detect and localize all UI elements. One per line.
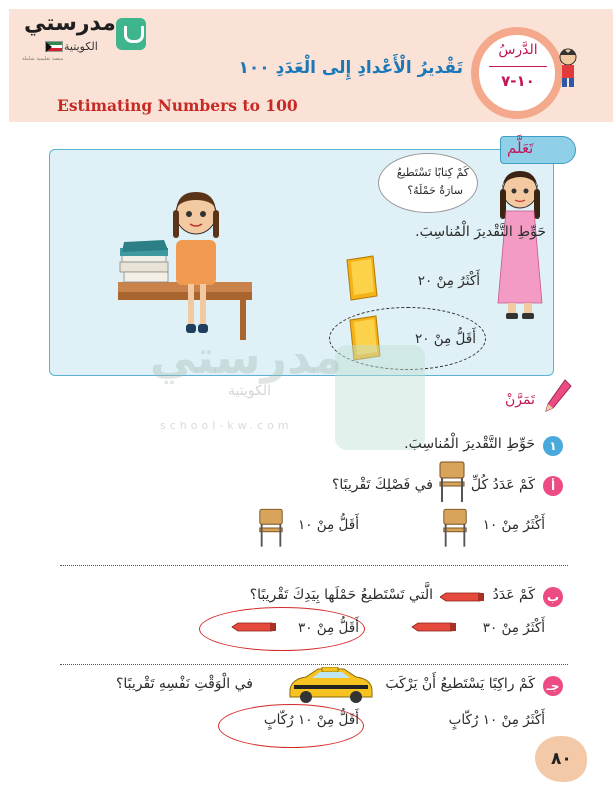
chair-icon bbox=[257, 505, 285, 551]
taxi-car-icon bbox=[284, 667, 376, 705]
part-b-more[interactable]: أَكْثَرُ مِنْ ٣٠ bbox=[482, 620, 545, 636]
speech-line-1: كَمْ كِتابًا تَسْتَطيعُ bbox=[396, 166, 469, 179]
speech-bubble bbox=[378, 153, 478, 213]
part-a-more[interactable]: أَكْثَرُ مِنْ ١٠ bbox=[482, 517, 545, 533]
book-icon bbox=[343, 254, 381, 302]
lesson-label: الدَّرسُ bbox=[498, 42, 538, 58]
pencil-icon bbox=[543, 378, 573, 414]
chair-icon bbox=[437, 460, 467, 504]
part-a-question-end: في فَصْلِكَ تَقْريبًا؟ bbox=[331, 477, 433, 493]
learn-instruction: حَوِّطِ التَّقْديرَ الْمُناسِبَ. bbox=[415, 224, 546, 240]
learn-label: تَعَلَّم bbox=[507, 139, 534, 157]
logo-subtitle: الكويتية bbox=[64, 40, 98, 53]
part-b-letter: ب bbox=[543, 587, 563, 607]
lesson-title-english: Estimating Numbers to 100 bbox=[57, 96, 298, 115]
part-c-less[interactable]: أَقَلُّ مِنْ ١٠ رُكّابٍ bbox=[263, 712, 359, 728]
logo-tagline: منصة تعليمية شاملة bbox=[22, 56, 64, 62]
crayon-icon bbox=[440, 592, 484, 602]
lesson-title-arabic: تَقْديرُ الْأَعْدادِ إِلى الْعَدَدِ ١٠٠ bbox=[238, 58, 463, 78]
school-logo-icon bbox=[116, 18, 146, 50]
part-a-letter: أ bbox=[543, 476, 563, 496]
practice-label: تَمَرَّنْ bbox=[505, 392, 535, 408]
crayon-icon bbox=[230, 622, 278, 632]
part-b-question-start: كَمْ عَدَدُ bbox=[492, 587, 535, 603]
chair-icon bbox=[441, 505, 469, 551]
watermark-url: school-kw.com bbox=[160, 419, 293, 432]
part-b-question-end: الَّتي تَسْتَطيعُ حَمْلَها بِيَدِكَ تَقْريبًا؟ bbox=[249, 587, 433, 603]
girl-with-books-illustration bbox=[118, 180, 258, 345]
part-c-question-start: كَمْ راكِبًا يَسْتَطيعُ أَنْ يَرْكَبَ bbox=[385, 676, 535, 692]
choice-less-than-20[interactable]: أَقَلُّ مِنْ ٢٠ bbox=[414, 331, 476, 347]
girl-sara-illustration bbox=[490, 163, 550, 323]
watermark-logo-icon bbox=[335, 345, 425, 450]
choice-more-than-20[interactable]: أَكْثَرُ مِنْ ٢٠ bbox=[417, 273, 480, 289]
kuwait-flag-icon bbox=[45, 41, 63, 52]
lesson-number: ١٠-٧ bbox=[501, 72, 535, 90]
section-divider bbox=[60, 664, 568, 665]
watermark-title: مدرستي bbox=[150, 330, 343, 384]
part-b-less[interactable]: أَقَلُّ مِنْ ٣٠ bbox=[297, 620, 359, 636]
speech-line-2: سارَةُ حَمْلَهُ؟ bbox=[407, 184, 463, 197]
crayon-icon bbox=[410, 622, 458, 632]
part-c-letter: جـ bbox=[543, 676, 563, 696]
cartoon-boy-icon bbox=[555, 48, 581, 88]
part-a-question-start: كَمْ عَدَدُ كُلِّ bbox=[470, 477, 535, 493]
logo-title: مدرستي bbox=[24, 11, 116, 36]
part-a-less[interactable]: أَقَلُّ مِنْ ١٠ bbox=[297, 517, 359, 533]
question-number-1: ١ bbox=[543, 436, 563, 456]
lesson-divider bbox=[489, 66, 547, 67]
page-number: ٨٠ bbox=[551, 749, 572, 769]
part-c-question-end: في الْوَقْتِ نَفْسِهِ تَقْريبًا؟ bbox=[115, 676, 253, 692]
question-1-text: حَوِّطِ التَّقْديرَ الْمُناسِبَ. bbox=[404, 436, 535, 452]
section-divider bbox=[60, 565, 568, 566]
watermark-subtitle: الكويتية bbox=[228, 383, 271, 399]
part-c-more[interactable]: أَكْثَرُ مِنْ ١٠ رُكّابٍ bbox=[448, 712, 545, 728]
